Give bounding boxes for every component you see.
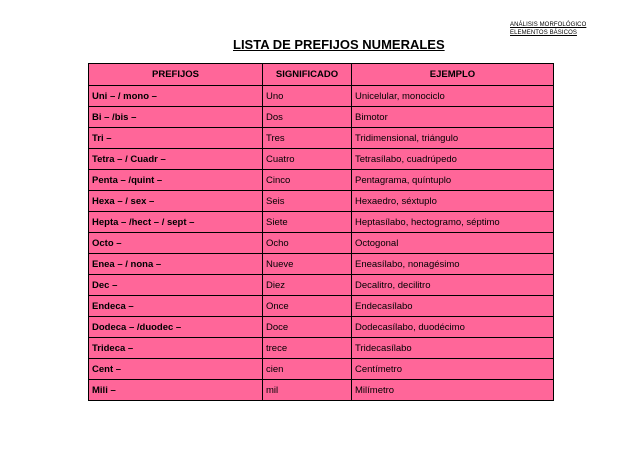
cell-prefijo: Hexa – / sex – (89, 191, 263, 212)
table-row (89, 86, 554, 107)
table-row (89, 233, 554, 254)
cell-significado: Once (263, 296, 352, 317)
cell-significado: Tres (263, 128, 352, 149)
table-row (89, 128, 554, 149)
table-row (89, 359, 554, 380)
header-note-line2: ELEMENTOS BÁSICOS (510, 30, 577, 36)
table-row (89, 338, 554, 359)
cell-ejemplo: Centímetro (352, 359, 554, 380)
cell-prefijo: Cent – (89, 359, 263, 380)
cell-ejemplo: Tridecasílabo (352, 338, 554, 359)
cell-significado: Siete (263, 212, 352, 233)
cell-prefijo: Uni – / mono – (89, 86, 263, 107)
table-row (89, 170, 554, 191)
cell-ejemplo: Tetrasílabo, cuadrúpedo (352, 149, 554, 170)
prefix-table (88, 63, 554, 401)
cell-prefijo: Hepta – /hect – / sept – (89, 212, 263, 233)
table-header (89, 64, 554, 86)
table-row (89, 191, 554, 212)
table-header-row (89, 64, 554, 86)
cell-significado: Uno (263, 86, 352, 107)
column-header-ejemplo: EJEMPLO (352, 64, 554, 86)
table-row (89, 380, 554, 401)
cell-significado: Cuatro (263, 149, 352, 170)
cell-significado: trece (263, 338, 352, 359)
table-row (89, 107, 554, 128)
cell-prefijo: Octo – (89, 233, 263, 254)
table-row (89, 317, 554, 338)
table-row (89, 296, 554, 317)
cell-ejemplo: Unicelular, monociclo (352, 86, 554, 107)
cell-significado: Dos (263, 107, 352, 128)
column-header-significado: SIGNIFICADO (263, 64, 352, 86)
cell-prefijo: Penta – /quint – (89, 170, 263, 191)
cell-ejemplo: Endecasílabo (352, 296, 554, 317)
cell-significado: mil (263, 380, 352, 401)
cell-prefijo: Bi – /bis – (89, 107, 263, 128)
cell-prefijo: Tetra – / Cuadr – (89, 149, 263, 170)
cell-significado: cien (263, 359, 352, 380)
column-header-prefijos: PREFIJOS (89, 64, 263, 86)
cell-ejemplo: Hexaedro, séxtuplo (352, 191, 554, 212)
table-row (89, 149, 554, 170)
cell-ejemplo: Dodecasílabo, duodécimo (352, 317, 554, 338)
header-note (510, 21, 586, 37)
cell-ejemplo: Tridimensional, triángulo (352, 128, 554, 149)
cell-significado: Nueve (263, 254, 352, 275)
cell-significado: Ocho (263, 233, 352, 254)
cell-ejemplo: Pentagrama, quíntuplo (352, 170, 554, 191)
table-row (89, 275, 554, 296)
table-row (89, 254, 554, 275)
cell-prefijo: Enea – / nona – (89, 254, 263, 275)
cell-ejemplo: Eneasílabo, nonagésimo (352, 254, 554, 275)
cell-ejemplo: Decalitro, decilitro (352, 275, 554, 296)
cell-prefijo: Tri – (89, 128, 263, 149)
cell-significado: Doce (263, 317, 352, 338)
cell-significado: Seis (263, 191, 352, 212)
cell-prefijo: Trideca – (89, 338, 263, 359)
cell-ejemplo: Bimotor (352, 107, 554, 128)
cell-prefijo: Mili – (89, 380, 263, 401)
cell-prefijo: Dec – (89, 275, 263, 296)
cell-ejemplo: Heptasílabo, hectogramo, séptimo (352, 212, 554, 233)
page-title: LISTA DE PREFIJOS NUMERALES (233, 37, 445, 52)
cell-significado: Cinco (263, 170, 352, 191)
cell-significado: Diez (263, 275, 352, 296)
cell-ejemplo: Octogonal (352, 233, 554, 254)
table-body (89, 86, 554, 401)
header-note-line1: ANÁLISIS MORFOLÓGICO (510, 22, 587, 28)
cell-prefijo: Endeca – (89, 296, 263, 317)
cell-ejemplo: Milímetro (352, 380, 554, 401)
cell-prefijo: Dodeca – /duodec – (89, 317, 263, 338)
table-row (89, 212, 554, 233)
